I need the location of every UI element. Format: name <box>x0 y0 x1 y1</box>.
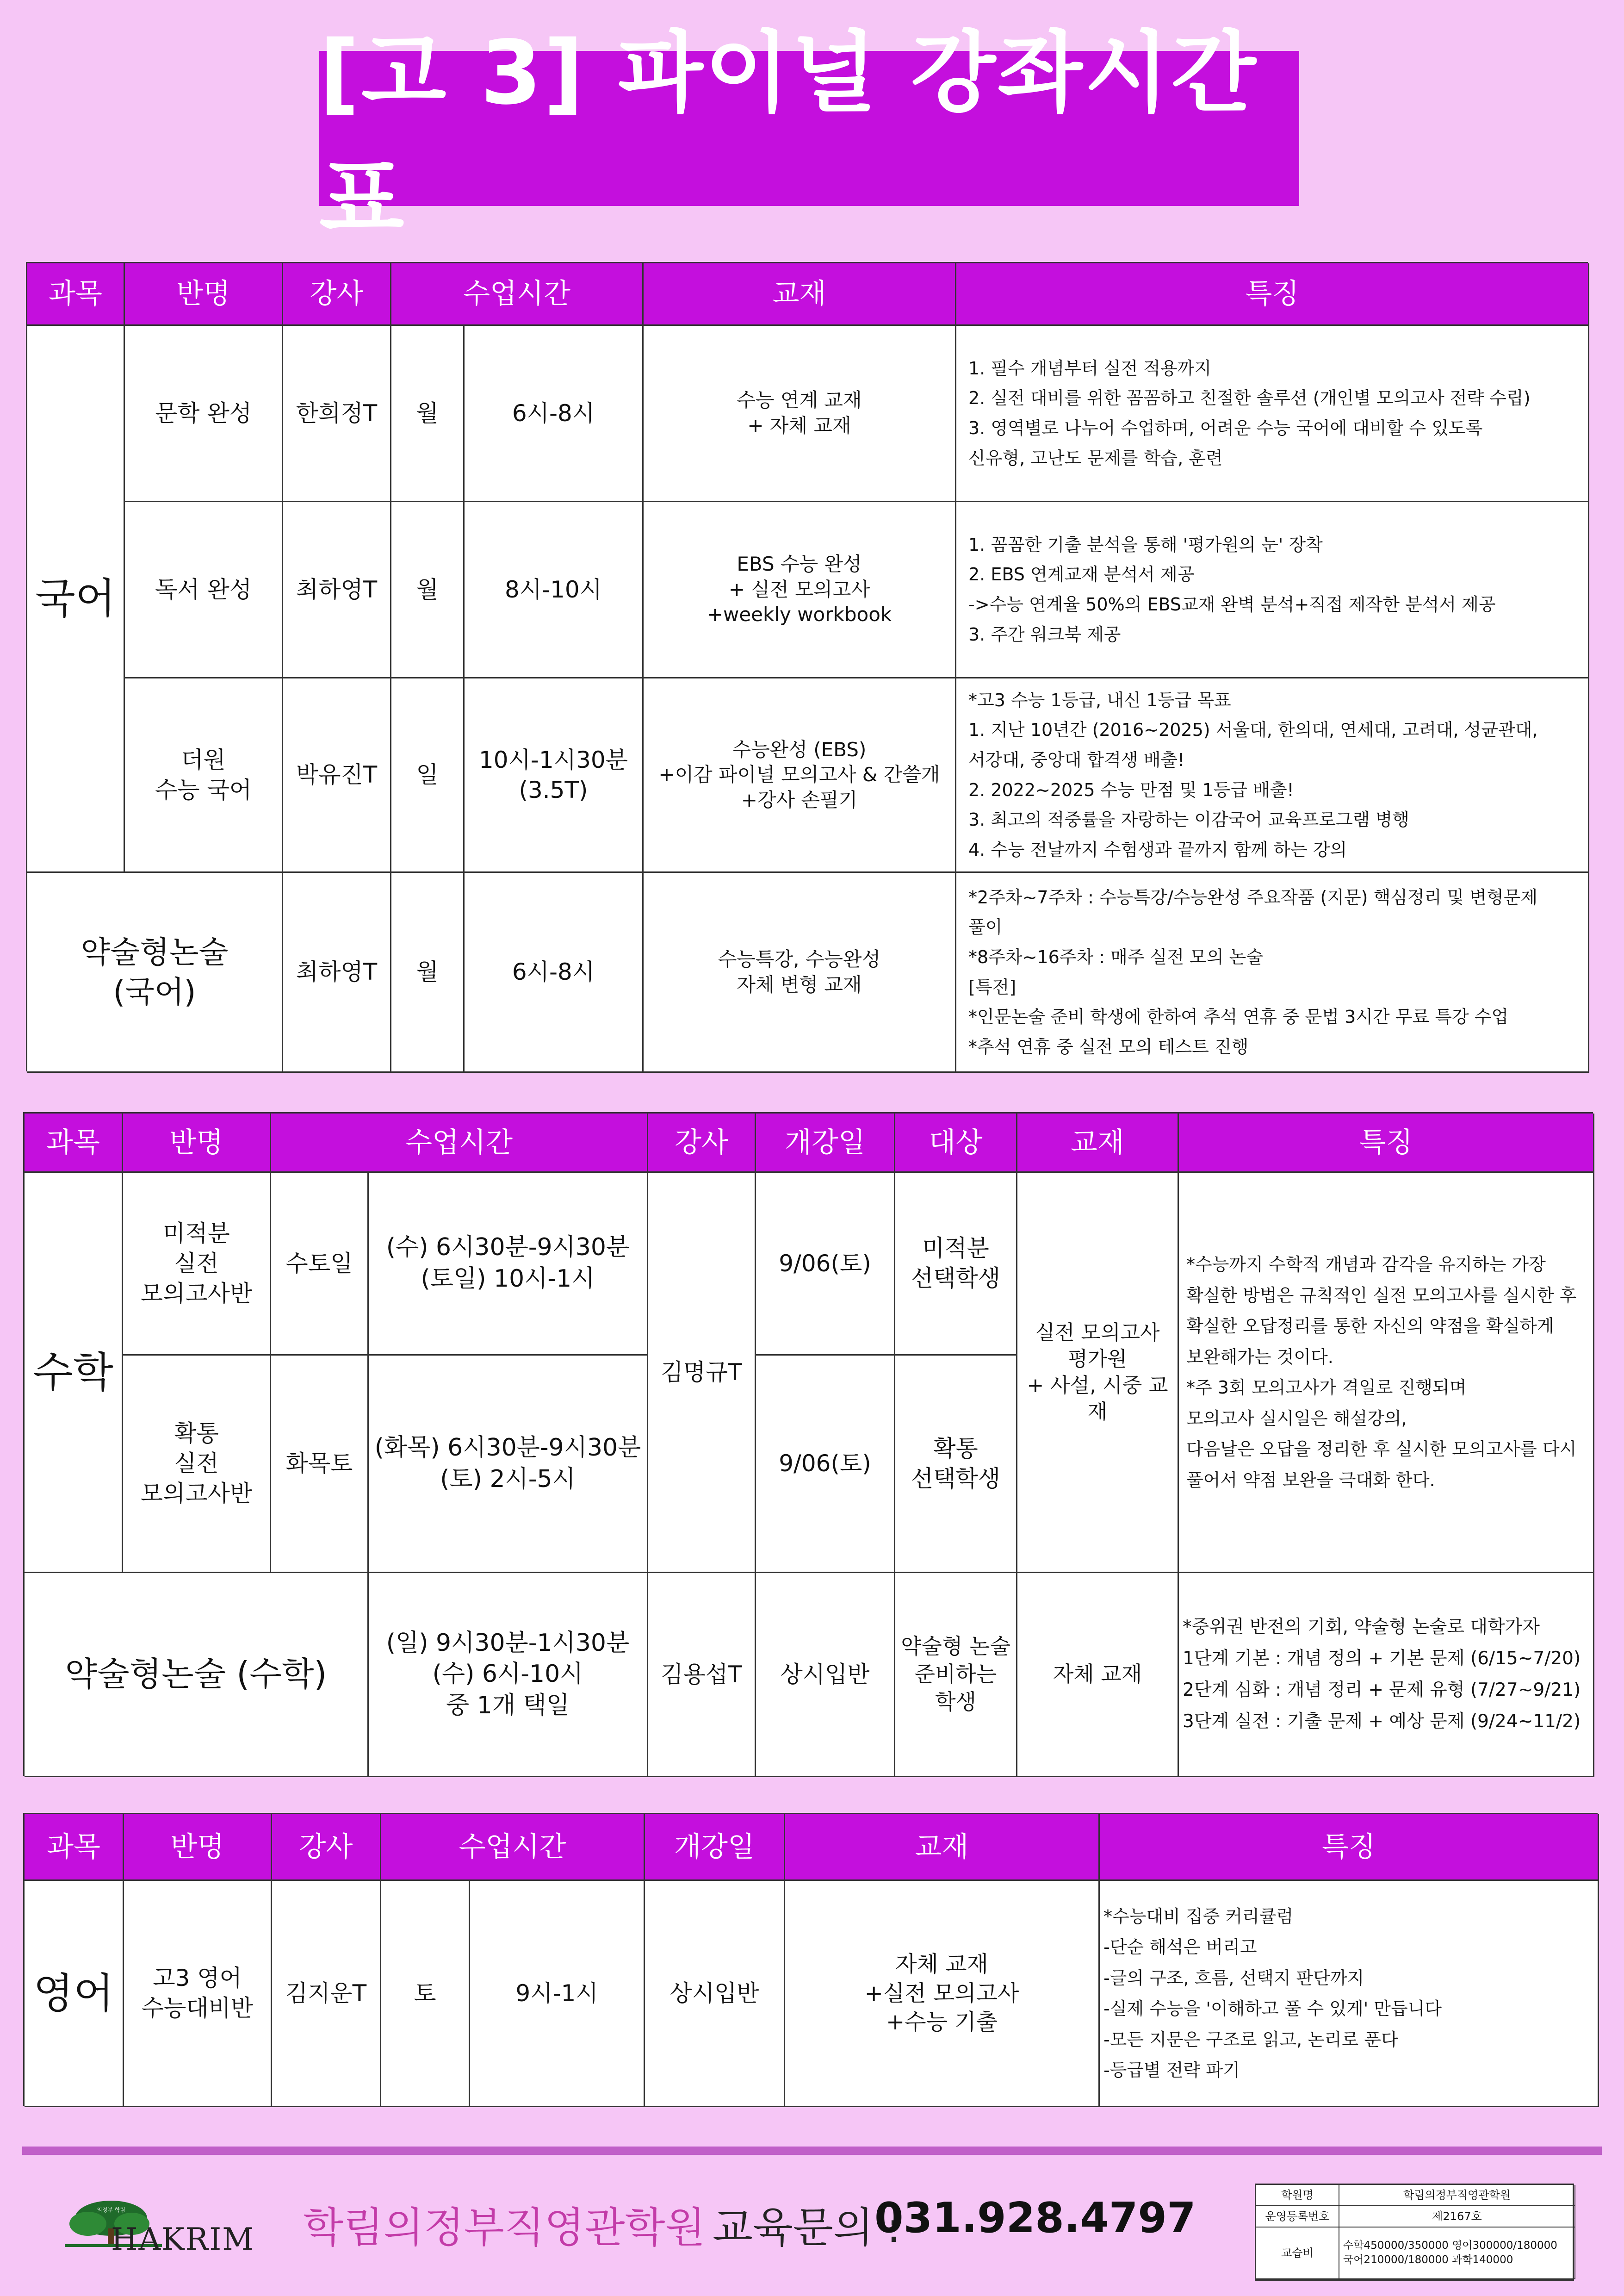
header-class: 반명 <box>123 1114 271 1173</box>
class-target: 약술형 논술 준비하는 학생 <box>895 1573 1017 1777</box>
header-class: 반명 <box>124 1814 272 1881</box>
teacher-name: 김지운T <box>272 1881 381 2107</box>
class-book: 수능 연계 교재 + 자체 교재 <box>644 326 956 502</box>
class-book: 실전 모의고사 평가원 + 사설, 시중 교재 <box>1017 1173 1179 1573</box>
class-day: 월 <box>391 502 465 678</box>
header-subject: 과목 <box>27 263 125 326</box>
info-fee-value: 수학450000/350000 영어300000/180000 국어210000/180000 과학140000 <box>1339 2228 1575 2279</box>
header-target: 대상 <box>895 1114 1017 1173</box>
header-time: 수업시간 <box>381 1814 645 1881</box>
info-name-label: 학원명 <box>1256 2185 1339 2206</box>
class-time: (일) 9시30분-1시30분 (수) 6시-10시 중 1개 택일 <box>369 1573 648 1777</box>
class-time: 6시-8시 <box>465 326 644 502</box>
class-day: 월 <box>391 873 465 1073</box>
class-day: 월 <box>391 326 465 502</box>
class-day: 토 <box>381 1881 470 2107</box>
class-name: 독서 완성 <box>125 502 283 678</box>
teacher-name: 박유진T <box>283 678 391 873</box>
class-target: 확통 선택학생 <box>895 1356 1017 1573</box>
korean-table <box>26 262 1588 1071</box>
class-target: 미적분 선택학생 <box>895 1173 1017 1356</box>
class-time: 9시-1시 <box>470 1881 645 2107</box>
class-name: 문학 완성 <box>125 326 283 502</box>
teacher-name: 최하영T <box>283 873 391 1073</box>
class-book: EBS 수능 완성 + 실전 모의고사 +weekly workbook <box>644 502 956 678</box>
class-features: 1. 꼼꼼한 기출 분석을 통해 '평가원의 눈' 장착 2. EBS 연계교재 분석서 제공 ->수능 연계율 50%의 EBS교재 완벽 분석+직접 제작한 분석서 제공 3. 주간 워크북 제공 <box>956 502 1589 678</box>
class-time: 8시-10시 <box>465 502 644 678</box>
class-book: 수능특강, 수능완성 자체 변형 교재 <box>644 873 956 1073</box>
header-book: 교재 <box>644 263 956 326</box>
header-subject: 과목 <box>25 1114 123 1173</box>
class-start: 9/06(토) <box>756 1356 895 1573</box>
header-book: 교재 <box>785 1814 1100 1881</box>
info-reg-label: 운영등록번호 <box>1256 2206 1339 2228</box>
header-start: 개강일 <box>645 1814 785 1881</box>
header-features: 특징 <box>956 263 1589 326</box>
class-day: 일 <box>391 678 465 873</box>
class-features: *2주차~7주차 : 수능특강/수능완성 주요작품 (지문) 핵심정리 및 변형문제 풀이 *8주차~16주차 : 매주 실전 모의 논술 [특전] *인문논술 준비 학생에 한하여 추석 연휴 중 문법 3시간 무료 특강 수업 *추석 연휴 중 실전 모의 테스트 진행 <box>956 873 1589 1073</box>
info-fee-label: 교습비 <box>1256 2228 1339 2279</box>
class-start: 상시입반 <box>645 1881 785 2107</box>
logo-wordmark: HAKRIM <box>111 2221 254 2257</box>
class-time: (화목) 6시30분-9시30분 (토) 2시-5시 <box>369 1356 648 1573</box>
header-start: 개강일 <box>756 1114 895 1173</box>
class-features: *수능대비 집중 커리큘럼 -단순 해석은 버리고 -글의 구조, 흐름, 선택지 판단까지 -실제 수능을 '이해하고 풀 수 있게' 만듭니다 -모든 지문은 구조로 읽고, 논리로 푼다 -등급별 전략 파기 <box>1100 1881 1599 2107</box>
teacher-name: 한희정T <box>283 326 391 502</box>
header-features: 특징 <box>1100 1814 1599 1881</box>
teacher-name: 김용섭T <box>648 1573 756 1777</box>
registration-info-table <box>1255 2184 1574 2281</box>
class-days: 수토일 <box>271 1173 369 1356</box>
header-teacher: 강사 <box>272 1814 381 1881</box>
header-class: 반명 <box>125 263 283 326</box>
header-teacher: 강사 <box>648 1114 756 1173</box>
class-features: *중위권 반전의 기회, 약술형 논술로 대학가자 1단계 기본 : 개념 정의 + 기본 문제 (6/15~7/20) 2단계 심화 : 개념 정리 + 문제 유형 (7/27~9/21) 3단계 실전 : 기출 문제 + 예상 문제 (9/24~11/2) <box>1179 1573 1594 1777</box>
class-start: 상시입반 <box>756 1573 895 1777</box>
teacher-name: 최하영T <box>283 502 391 678</box>
class-book: 자체 교재 <box>1017 1573 1179 1777</box>
class-name-essay: 약술형논술 (국어) <box>27 873 283 1073</box>
class-name: 미적분 실전 모의고사반 <box>123 1173 271 1356</box>
class-days: 화목토 <box>271 1356 369 1573</box>
class-time: (수) 6시30분-9시30분 (토일) 10시-1시 <box>369 1173 648 1356</box>
header-time: 수업시간 <box>391 263 644 326</box>
subject-english: 영어 <box>25 1881 124 2107</box>
info-reg-value: 제2167호 <box>1339 2206 1575 2228</box>
header-teacher: 강사 <box>283 263 391 326</box>
teacher-name: 김명규T <box>648 1173 756 1573</box>
class-name: 확통 실전 모의고사반 <box>123 1356 271 1573</box>
class-book: 수능완성 (EBS) +이감 파이널 모의고사 & 간쓸개 +강사 손필기 <box>644 678 956 873</box>
academy-name: 학림의정부직영관학원 <box>303 2203 706 2252</box>
subject-korean: 국어 <box>27 326 125 873</box>
class-time: 6시-8시 <box>465 873 644 1073</box>
class-book: 자체 교재 +실전 모의고사 +수능 기출 <box>785 1881 1100 2107</box>
title-banner <box>319 21 1299 250</box>
class-time: 10시-1시30분 (3.5T) <box>465 678 644 873</box>
footer-divider <box>22 2147 1602 2155</box>
class-features: 1. 필수 개념부터 실전 적용까지 2. 실전 대비를 위한 꼼꼼하고 친절한 솔루션 (개인별 모의고사 전략 수립) 3. 영역별로 나누어 수업하며, 어려운 수능 국어에 대비할 수 있도록 신유형, 고난도 문제를 학습, 훈련 <box>956 326 1589 502</box>
page-title: [고 3] 파이널 강좌시간표 <box>319 21 1258 250</box>
inquiry-label: 교육문의 : <box>713 2203 901 2252</box>
math-table <box>23 1112 1593 1776</box>
header-time: 수업시간 <box>271 1114 648 1173</box>
info-name-value: 학림의정부직영관학원 <box>1339 2185 1575 2206</box>
header-features: 특징 <box>1179 1114 1594 1173</box>
header-subject: 과목 <box>25 1814 124 1881</box>
class-name: 고3 영어 수능대비반 <box>124 1881 272 2107</box>
header-book: 교재 <box>1017 1114 1179 1173</box>
class-features: *수능까지 수학적 개념과 감각을 유지하는 가장 확실한 방법은 규칙적인 실전 모의고사를 실시한 후 확실한 오답정리를 통한 자신의 약점을 확실하게 보완해가는 것이다. *주 3회 모의고사가 격일로 진행되며 모의고사 실시일은 해설강의, 다음날은 오답을 정리한 후 실시한 모의고사를 다시 풀어서 약점 보완을 극대화 한다. <box>1179 1173 1594 1573</box>
class-start: 9/06(토) <box>756 1173 895 1356</box>
class-features: *고3 수능 1등급, 내신 1등급 목표 1. 지난 10년간 (2016~2025) 서울대, 한의대, 연세대, 고려대, 성균관대, 서강대, 중앙대 합격생 배출! 2. 2022~2025 수능 만점 및 1등급 배출! 3. 최고의 적중률을 자랑하는 이감국어 교육프로그램 병행 4. 수능 전날까지 수험생과 끝까지 함께 하는 강의 <box>956 678 1589 873</box>
class-name-essay: 약술형논술 (수학) <box>25 1573 369 1777</box>
phone-number: 031.928.4797 <box>874 2194 1196 2242</box>
subject-math: 수학 <box>25 1173 123 1573</box>
logo-caption: 의정부 학림 <box>97 2207 125 2213</box>
english-table <box>23 1813 1598 2106</box>
class-name: 더원 수능 국어 <box>125 678 283 873</box>
